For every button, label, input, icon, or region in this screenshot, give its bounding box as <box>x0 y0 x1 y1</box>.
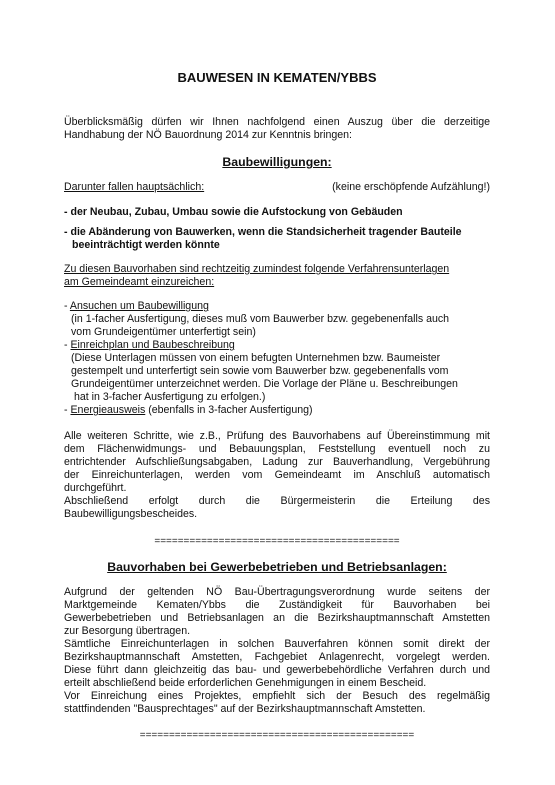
gewerbe-p1-line-2: Marktgemeinde Kematen/Ybbs die Zuständigkeit für Bauvorhaben bei <box>64 599 490 611</box>
item-dash: - <box>64 300 70 312</box>
item-einreichplan-detail-2: gestempelt und unterfertigt sein sowie vom Bauwerber bzw. gegebenenfalls vom <box>71 365 449 377</box>
weitere-line-4: der Einreichunterlagen, werden vom Gemeindeamt im Anschluß automatisch <box>64 469 490 481</box>
item-ansuchen <box>64 300 209 313</box>
weitere-line-5: durchgeführt. <box>64 482 127 494</box>
abschluss-line-2: Baubewilligungsbescheides. <box>64 508 198 520</box>
item-dash: - <box>64 404 71 416</box>
section-heading-gewerbebetriebe: Bauvorhaben bei Gewerbebetrieben und Betriebsanlagen: <box>107 560 447 574</box>
separator: =============================================== <box>139 730 415 741</box>
section-heading-baubewilligungen: Baubewilligungen: <box>222 155 332 169</box>
item-energieausweis-detail: (ebenfalls in 3-facher Ausfertigung) <box>145 404 313 416</box>
bullet-abaenderung-line-2: beeinträchtigt werden könnte <box>72 239 220 251</box>
weitere-line-2: dem Flächenwidmungs- und Bebauungsplan, Feststellung eventuell noch zu <box>64 443 490 455</box>
item-einreichplan-label: Einreichplan und Baubeschreibung <box>70 339 235 351</box>
gewerbe-p2-line-1: Sämtliche Einreichunterlagen in solchen Bauverfahren können somit direkt der <box>64 638 490 650</box>
darunter-note: (keine erschöpfende Aufzählung!) <box>332 181 490 193</box>
item-ansuchen-detail-1: (in 1-facher Ausfertigung, dieses muß vom Bauwerber bzw. gegebenenfalls auch <box>71 313 450 325</box>
gewerbe-p1-line-1: Aufgrund der geltenden NÖ Bau-Übertragungsverordnung wurde seitens der <box>64 586 490 598</box>
separator: ========================================== <box>154 536 400 547</box>
gewerbe-p1-line-3: Gewerbebetrieben und Betriebsanlagen an die Bezirkshauptmannschaft Amstetten <box>64 612 490 624</box>
gewerbe-p2-line-2: Bezirkshauptmannschaft Amstetten, Fachgebiet Anlagenrecht, vorgelegt werden. <box>64 651 490 663</box>
item-energieausweis-label: Energieausweis <box>70 404 146 416</box>
gewerbe-p2-line-4: erteilt abschließend beide erforderlichen Genehmigungen in einem Bescheid. <box>64 677 427 689</box>
gewerbe-p3-line-2: stattfindenden "Bausprechtages" auf der Bezirkshauptmannschaft Amstetten. <box>64 703 426 715</box>
gewerbe-p2-line-3: Diese führt dann gleichzeitig das bau- und gewerbebehördliche Verfahren durch und <box>64 664 490 676</box>
intro-line-1: Überblicksmäßig dürfen wir Ihnen nachfolgend einen Auszug über die derzeitige <box>64 116 490 128</box>
item-einreichplan-detail-1: (Diese Unterlagen müssen von einem befugten Unternehmen bzw. Baumeister <box>71 352 441 364</box>
unterlagen-intro-line-2: am Gemeindeamt einzureichen: <box>64 276 215 288</box>
weitere-line-1: Alle weiteren Schritte, wie z.B., Prüfung des Bauvorhabens auf Übereinstimmung mit <box>64 430 490 442</box>
abschluss-line-1: Abschließend erfolgt durch die Bürgermeisterin die Erteilung des <box>64 495 490 507</box>
item-ansuchen-detail-2: vom Grundeigentümer unterfertigt sein) <box>71 326 256 338</box>
intro-line-2: Handhabung der NÖ Bauordnung 2014 zur Kenntnis bringen: <box>64 129 353 141</box>
page-title: BAUWESEN IN KEMATEN/YBBS <box>177 70 377 85</box>
gewerbe-p1-line-4: zur Besorgung übertragen. <box>64 625 191 637</box>
unterlagen-intro-line-1: Zu diesen Bauvorhaben sind rechtzeitig zumindest folgende Verfahrensunterlagen <box>64 263 450 275</box>
item-energieausweis <box>64 404 313 417</box>
item-einreichplan-detail-3: Grundeigentümer unterzeichnet werden. Die Vorlage der Pläne u. Beschreibungen <box>71 378 458 390</box>
bullet-abaenderung-line-1: - die Abänderung von Bauwerken, wenn die Standsicherheit tragender Bauteile <box>64 226 462 238</box>
item-einreichplan-detail-4: hat in 3-facher Ausfertigung zu erfolgen.) <box>74 391 266 403</box>
darunter-label: Darunter fallen hauptsächlich: <box>64 181 205 193</box>
item-ansuchen-label: Ansuchen um Baubewilligung <box>69 300 209 312</box>
item-einreichplan <box>64 339 235 352</box>
weitere-line-3: entrichtender Aufschließungsabgaben, Ladung zur Bauverhandlung, Vergebührung <box>64 456 490 468</box>
darunter-row <box>64 181 490 194</box>
item-dash: - <box>64 339 71 351</box>
bullet-neubau: - der Neubau, Zubau, Umbau sowie die Aufstockung von Gebäuden <box>64 206 403 218</box>
gewerbe-p3-line-1: Vor Einreichung eines Projektes, empfiehlt sich der Besuch des regelmäßig <box>64 690 490 702</box>
